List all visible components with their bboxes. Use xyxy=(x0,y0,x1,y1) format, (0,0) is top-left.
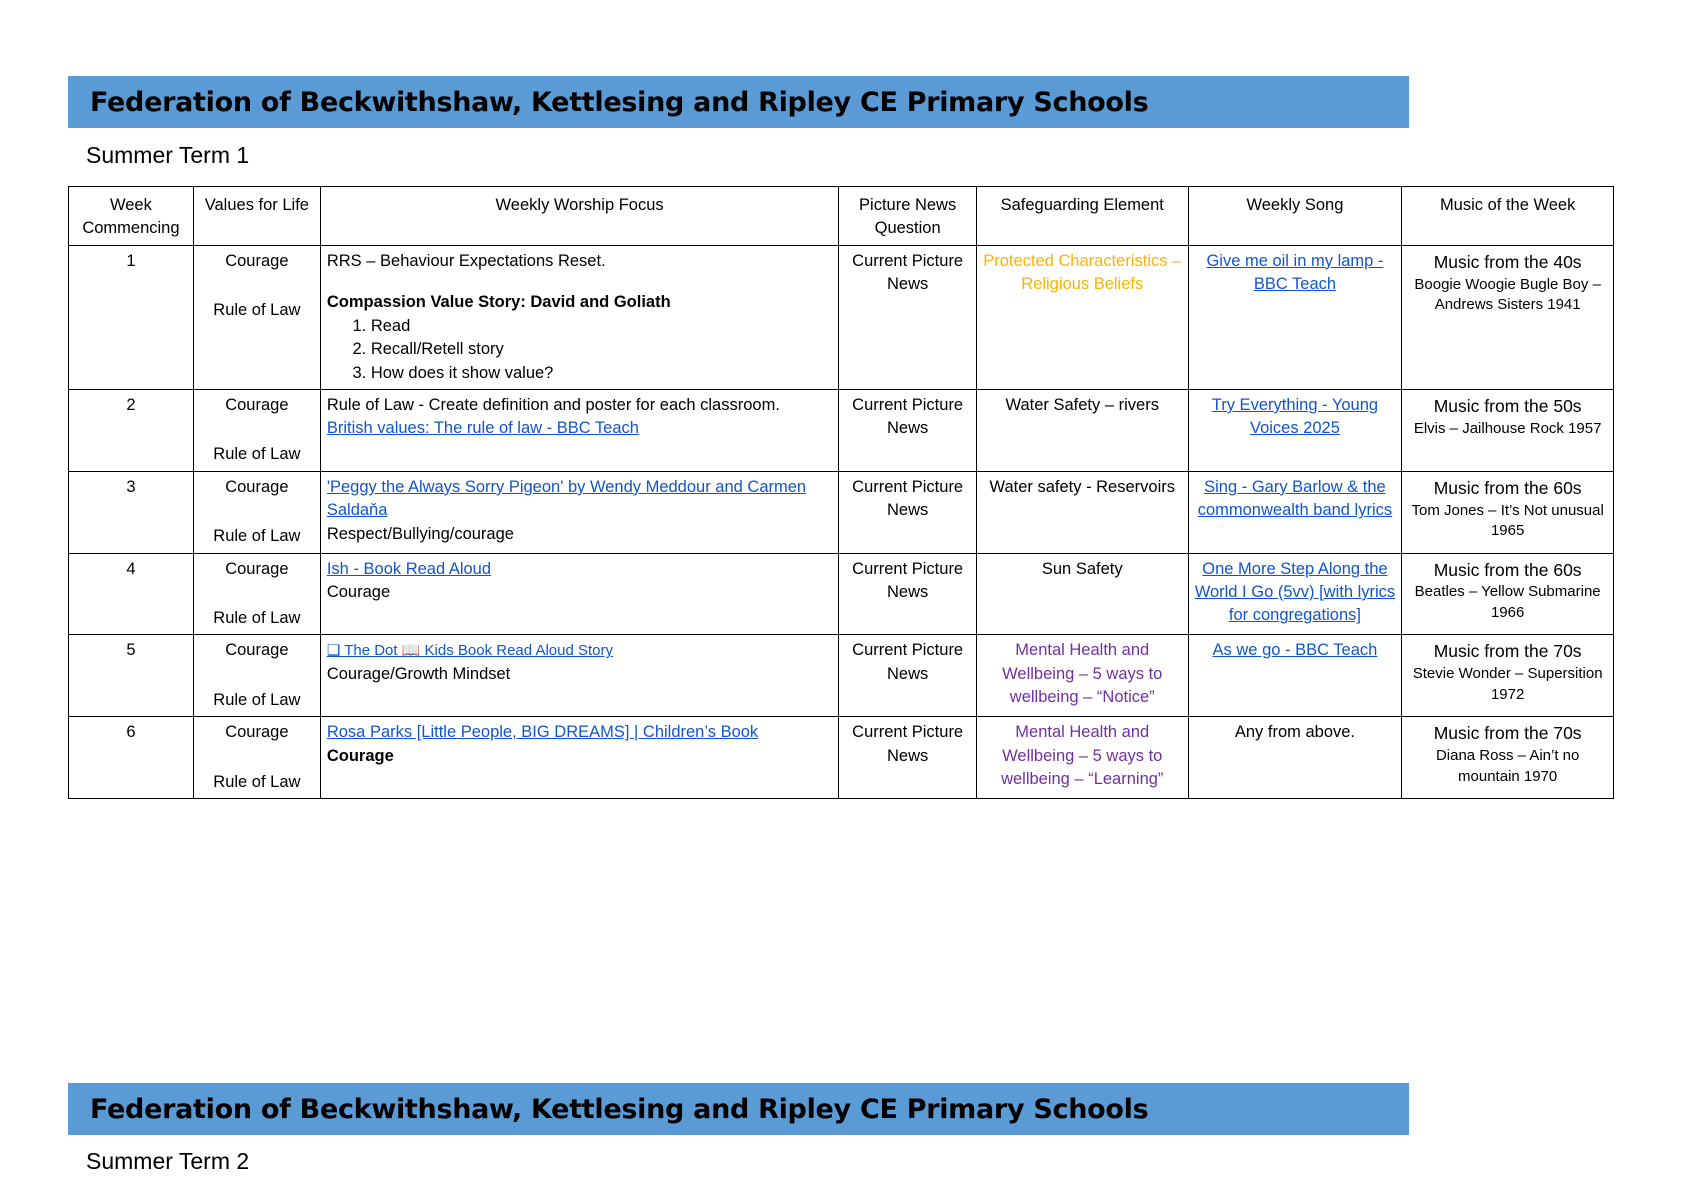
music-decade: Music from the 50s xyxy=(1433,395,1582,416)
focus-text: Respect/Bullying/courage xyxy=(326,524,514,543)
cell-weekly-song xyxy=(1188,245,1402,389)
focus-steps-list xyxy=(327,315,833,385)
value-item: Courage xyxy=(225,477,289,496)
header-banner-term1 xyxy=(68,76,1409,128)
list-item: 1. Read xyxy=(371,315,833,338)
table-row xyxy=(69,245,1614,389)
cell-week-number: 2 xyxy=(69,389,194,471)
focus-link[interactable]: Rosa Parks [Little People, BIG DREAMS] | Children’s Book xyxy=(326,723,759,742)
cell-picture-news: Current Picture News xyxy=(839,717,977,799)
music-decade: Music from the 60s xyxy=(1433,559,1582,580)
value-item: Rule of Law xyxy=(213,445,301,464)
cell-weekly-song: Any from above. xyxy=(1188,717,1402,799)
music-detail: Stevie Wonder – Supersition 1972 xyxy=(1412,665,1603,704)
weekly-song-link[interactable]: One More Step Along the World I Go (5vv) [with lyrics for congregations] xyxy=(1194,559,1396,625)
col-header-week: Week Commencing xyxy=(69,187,194,246)
music-detail: Beatles – Yellow Submarine 1966 xyxy=(1414,583,1601,622)
cell-values-for-life xyxy=(193,389,320,471)
col-header-picture-news: Picture News Question xyxy=(839,187,977,246)
cell-picture-news: Current Picture News xyxy=(839,553,977,635)
cell-picture-news: Current Picture News xyxy=(839,245,977,389)
value-item: Rule of Law xyxy=(213,690,301,709)
focus-link[interactable]: Ish - Book Read Aloud xyxy=(326,559,492,578)
focus-value-story: Compassion Value Story: David and Goliath xyxy=(326,293,671,312)
school-federation-title: Federation of Beckwithshaw, Kettlesing and Ripley CE Primary Schools xyxy=(90,86,1149,118)
cell-week-number: 5 xyxy=(69,635,194,717)
table-row xyxy=(69,717,1614,799)
cell-values-for-life xyxy=(193,471,320,553)
value-item: Rule of Law xyxy=(213,527,301,546)
music-detail: Tom Jones – It’s Not unusual 1965 xyxy=(1411,501,1604,540)
term-heading-1: Summer Term 1 xyxy=(86,142,250,168)
focus-link[interactable]: 'Peggy the Always Sorry Pigeon' by Wendy Meddour and Carmen Saldaňa xyxy=(326,477,807,520)
cell-music-of-week xyxy=(1402,553,1614,635)
cell-week-number: 3 xyxy=(69,471,194,553)
cell-safeguarding: Water Safety – rivers xyxy=(976,389,1188,471)
cell-values-for-life xyxy=(193,553,320,635)
cell-picture-news: Current Picture News xyxy=(839,471,977,553)
cell-worship-focus xyxy=(320,635,839,717)
cell-music-of-week xyxy=(1402,717,1614,799)
cell-worship-focus xyxy=(320,471,839,553)
weekly-song-link[interactable]: As we go - BBC Teach xyxy=(1212,641,1378,660)
list-item: 3. How does it show value? xyxy=(371,362,833,385)
col-header-values: Values for Life xyxy=(193,187,320,246)
cell-values-for-life xyxy=(193,717,320,799)
cell-picture-news: Current Picture News xyxy=(839,635,977,717)
focus-link[interactable]: British values: The rule of law - BBC Teach xyxy=(326,419,639,438)
term-heading-2: Summer Term 2 xyxy=(86,1148,250,1174)
col-header-music-of-week: Music of the Week xyxy=(1402,187,1614,246)
cell-worship-focus xyxy=(320,389,839,471)
cell-weekly-song xyxy=(1188,389,1402,471)
focus-link[interactable]: ❑ The Dot 📖 Kids Book Read Aloud Story xyxy=(326,642,614,660)
music-detail: Elvis – Jailhouse Rock 1957 xyxy=(1413,419,1602,437)
music-decade: Music from the 40s xyxy=(1433,251,1582,272)
cell-music-of-week xyxy=(1402,245,1614,389)
music-decade: Music from the 70s xyxy=(1433,723,1582,744)
cell-safeguarding: Water safety - Reservoirs xyxy=(976,471,1188,553)
col-header-worship-focus: Weekly Worship Focus xyxy=(320,187,839,246)
value-item: Courage xyxy=(225,395,289,414)
cell-picture-news: Current Picture News xyxy=(839,389,977,471)
focus-text: Courage xyxy=(326,746,394,765)
table-row xyxy=(69,553,1614,635)
cell-week-number: 1 xyxy=(69,245,194,389)
weekly-song-link[interactable]: Sing - Gary Barlow & the commonwealth band lyrics xyxy=(1197,477,1393,520)
cell-values-for-life xyxy=(193,635,320,717)
cell-weekly-song xyxy=(1188,635,1402,717)
music-detail: Boogie Woogie Bugle Boy – Andrews Sisters 1941 xyxy=(1414,275,1601,314)
value-item: Courage xyxy=(225,251,289,270)
cell-safeguarding: Protected Characteristics – Religious Beliefs xyxy=(976,245,1188,389)
focus-text: Rule of Law - Create definition and poster for each classroom. xyxy=(326,395,780,414)
cell-weekly-song xyxy=(1188,553,1402,635)
cell-music-of-week xyxy=(1402,389,1614,471)
value-item: Rule of Law xyxy=(213,772,301,791)
col-header-weekly-song: Weekly Song xyxy=(1188,187,1402,246)
table-row xyxy=(69,471,1614,553)
weekly-song-link[interactable]: Try Everything - Young Voices 2025 xyxy=(1211,395,1379,438)
value-item: Rule of Law xyxy=(213,301,301,320)
cell-week-number: 6 xyxy=(69,717,194,799)
col-header-safeguarding: Safeguarding Element xyxy=(976,187,1188,246)
cell-weekly-song xyxy=(1188,471,1402,553)
school-federation-title-2: Federation of Beckwithshaw, Kettlesing and Ripley CE Primary Schools xyxy=(90,1093,1149,1125)
cell-week-number: 4 xyxy=(69,553,194,635)
header-banner-term2 xyxy=(68,1083,1409,1135)
value-item: Courage xyxy=(225,723,289,742)
cell-worship-focus xyxy=(320,553,839,635)
cell-worship-focus xyxy=(320,717,839,799)
focus-text: Courage/Growth Mindset xyxy=(326,664,511,683)
table-row xyxy=(69,389,1614,471)
value-item: Courage xyxy=(225,641,289,660)
music-decade: Music from the 70s xyxy=(1433,641,1582,662)
music-decade: Music from the 60s xyxy=(1433,477,1582,498)
table-row xyxy=(69,635,1614,717)
cell-safeguarding: Mental Health and Wellbeing – 5 ways to wellbeing – “Notice” xyxy=(976,635,1188,717)
weekly-worship-schedule-table xyxy=(68,186,1614,799)
value-item: Courage xyxy=(225,559,289,578)
cell-music-of-week xyxy=(1402,471,1614,553)
value-item: Rule of Law xyxy=(213,609,301,628)
cell-safeguarding: Mental Health and Wellbeing – 5 ways to wellbeing – “Learning” xyxy=(976,717,1188,799)
focus-text: RRS – Behaviour Expectations Reset. xyxy=(326,251,606,270)
weekly-song-link[interactable]: Give me oil in my lamp - BBC Teach xyxy=(1206,251,1384,294)
spacer xyxy=(327,273,833,291)
cell-worship-focus xyxy=(320,245,839,389)
cell-music-of-week xyxy=(1402,635,1614,717)
focus-text: Courage xyxy=(326,583,391,602)
music-detail: Diana Ross – Ain’t no mountain 1970 xyxy=(1435,747,1580,785)
cell-safeguarding: Sun Safety xyxy=(976,553,1188,635)
table-header-row xyxy=(69,187,1614,246)
list-item: 2. Recall/Retell story xyxy=(371,338,833,361)
cell-values-for-life xyxy=(193,245,320,389)
